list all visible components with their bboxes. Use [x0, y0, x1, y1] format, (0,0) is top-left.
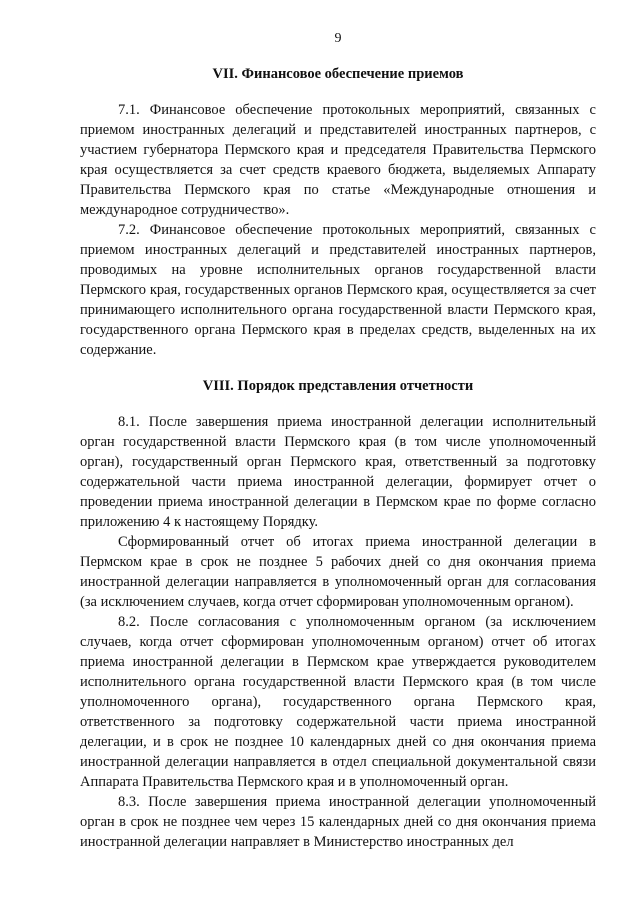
paragraph-7-1: 7.1. Финансовое обеспечение протокольных мероприятий, связанных с приемом иностранных делегаций и представителей иностранных партнеров, с участием губернатора Пермского края и председателя Правительства Пермского края осуществляется за счет средств краевого бюджета, выделяемых Аппарату Правительства Пермского края по статье «Международные отношения и международное сотрудничество». [80, 102, 596, 218]
paragraph-8-1: 8.1. После завершения приема иностранной делегации исполнительный орган государственной власти Пермского края (в том числе уполномоченный орган), государственный орган Пермского края, ответственный за подготовку содержательной части приема иностранной делегации, формирует отчет о проведении приема иностранной делегации в Пермском крае по форме согласно приложению 4 к настоящему Порядку. [80, 414, 596, 530]
section-title-financing: VII. Финансовое обеспечение приемов [212, 66, 464, 82]
paragraph-8-1-cont: Сформированный отчет об итогах приема иностранной делегации в Пермском крае в срок не позднее 5 рабочих дней со дня окончания приема иностранной делегации направляется в уполномоченный орган для согласования (за исключением случаев, когда отчет сформирован уполномоченным органом). [80, 534, 596, 610]
section-title-reporting: VIII. Порядок представления отчетности [202, 378, 474, 394]
page-number: 9 [334, 31, 342, 46]
paragraph-7-2: 7.2. Финансовое обеспечение протокольных мероприятий, связанных с приемом иностранных делегаций и представителей иностранных партнеров, проводимых на уровне исполнительных органов государственной власти Пермского края, государственных органов Пермского края, осуществляется за счет принимающего исполнительного органа государственной власти Пермского края, государственного органа Пермского края в пределах средств, выделенных на их содержание. [80, 222, 596, 358]
document-page [80, 30, 596, 852]
paragraph-8-2: 8.2. После согласования с уполномоченным органом (за исключением случаев, когда отчет сформирован уполномоченным органом) отчет об итогах приема иностранной делегации в Пермском крае утверждается руководителем исполнительного органа государственной власти Пермского края (в том числе уполномоченного органа), государственного органа Пермского края, ответственного за подготовку содержательной части приема иностранной делегации, и в срок не позднее 10 календарных дней со дня окончания приема иностранной делегации направляется в отдел специальной документальной связи Аппарата Правительства Пермского края и в уполномоченный орган. [80, 614, 596, 790]
paragraph-8-3: 8.3. После завершения приема иностранной делегации уполномоченный орган в срок не позднее чем через 15 календарных дней со дня окончания приема иностранной делегации направляет в Министерство иностранных дел [80, 794, 596, 850]
